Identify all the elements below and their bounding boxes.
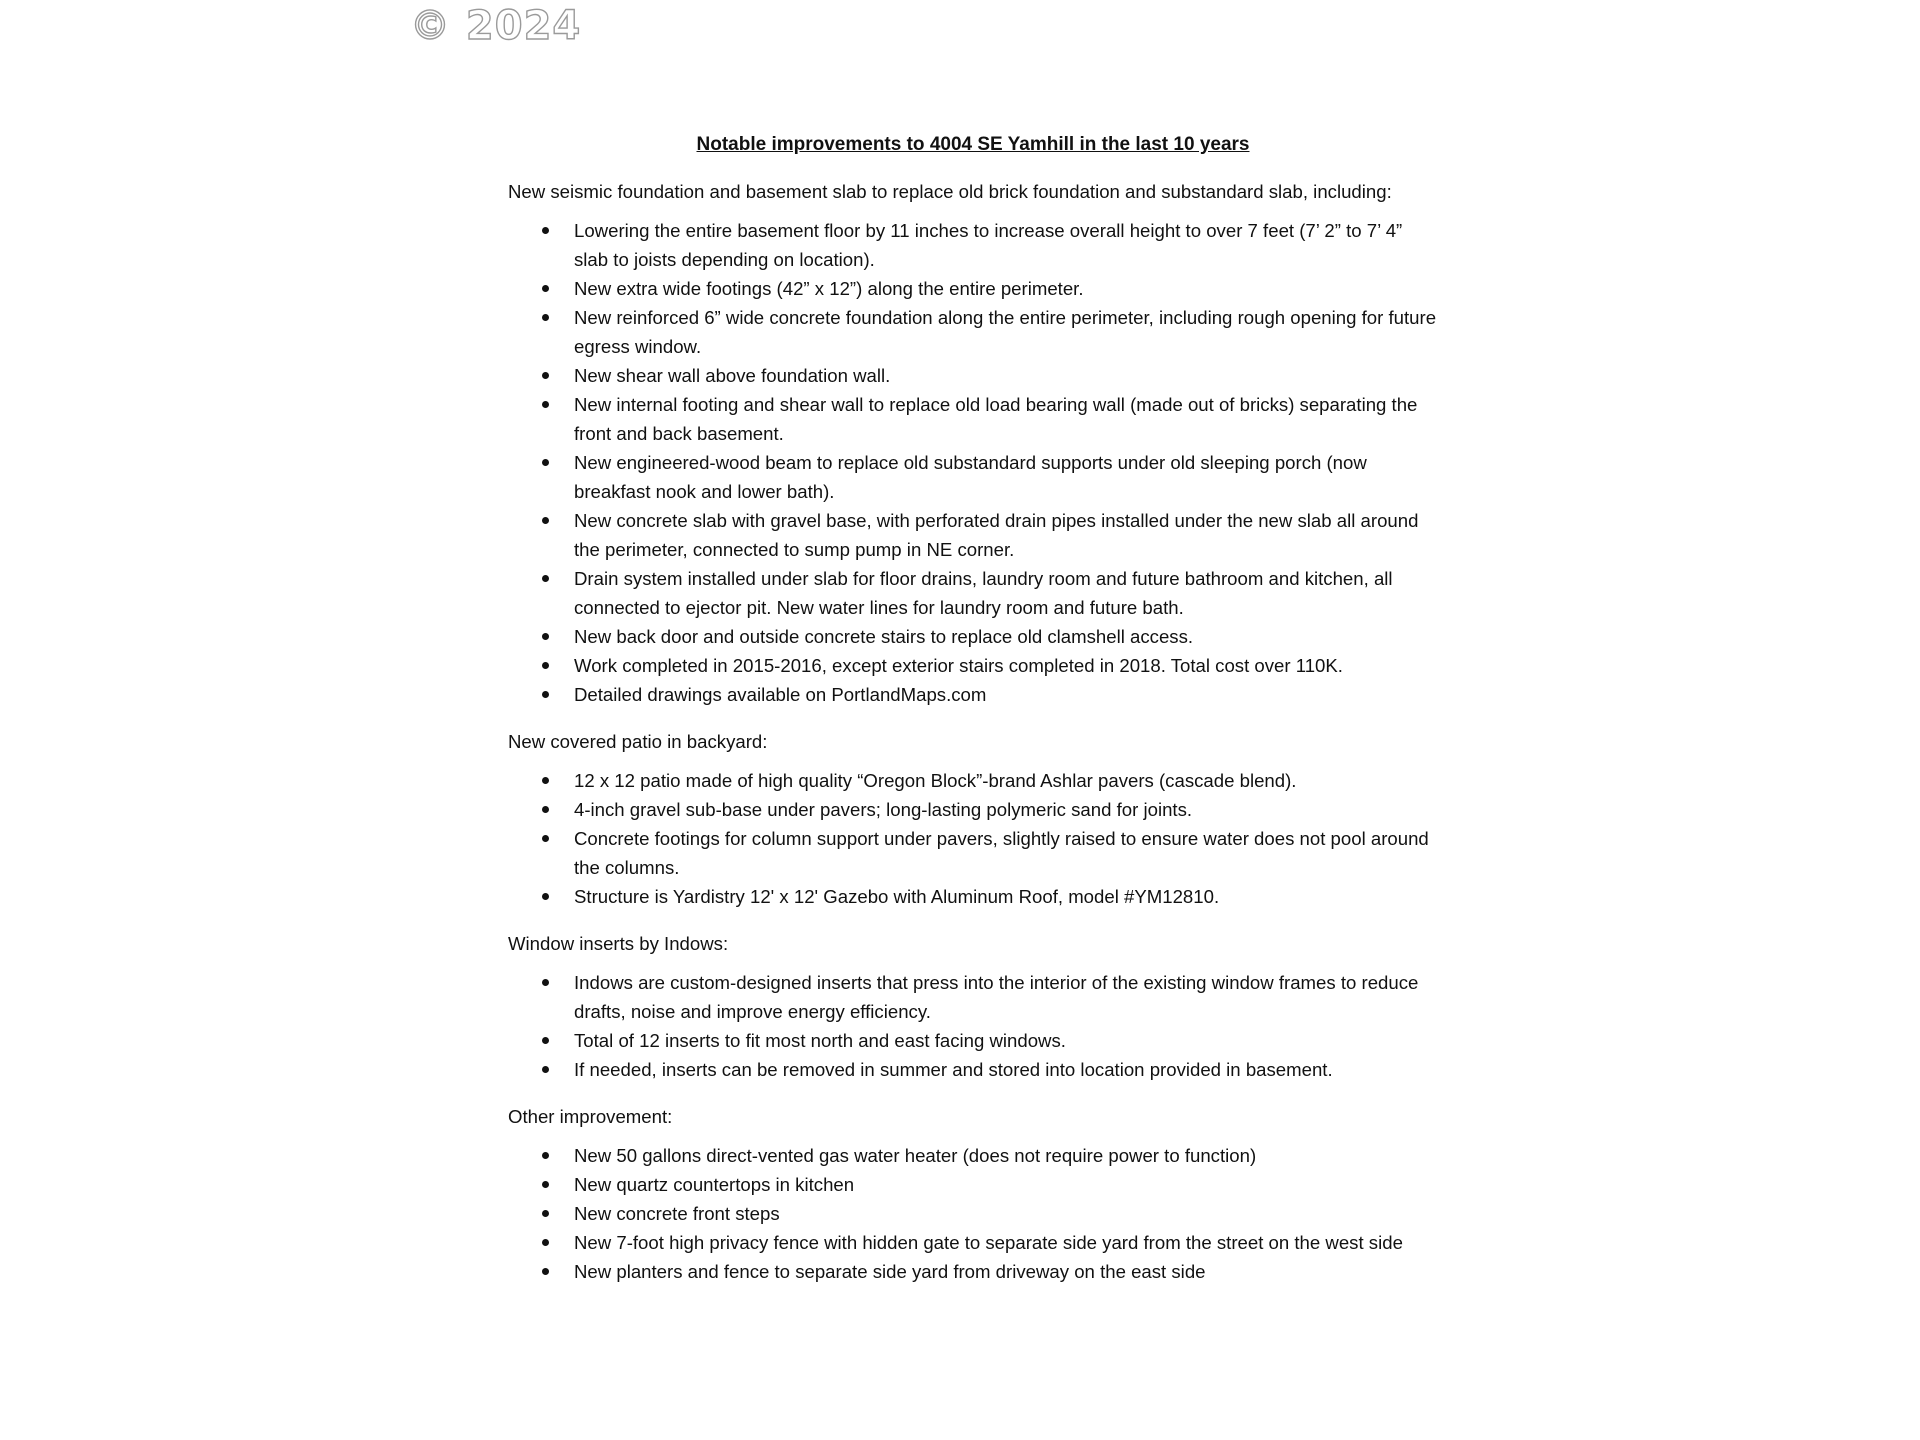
list-item bbox=[508, 882, 1438, 911]
list-item-text: Work completed in 2015-2016, except exterior stairs completed in 2018. Total cost over 110K. bbox=[574, 655, 1343, 676]
list-item-text: New shear wall above foundation wall. bbox=[574, 365, 891, 386]
list-item bbox=[508, 968, 1438, 1026]
list-item-text: New planters and fence to separate side yard from driveway on the east side bbox=[574, 1261, 1206, 1282]
bullet-icon bbox=[542, 1268, 549, 1275]
list-item-text: New extra wide footings (42” x 12”) along the entire perimeter. bbox=[574, 278, 1084, 299]
list-item-text: Drain system installed under slab for floor drains, laundry room and future bathroom and kitchen, all connected to ejector pit. New water lines for laundry room and future bath. bbox=[574, 568, 1393, 618]
list-item bbox=[508, 361, 1438, 390]
copyright-watermark: © 2024 bbox=[410, 3, 582, 49]
list-item bbox=[508, 448, 1438, 506]
list-item-text: New internal footing and shear wall to replace old load bearing wall (made out of bricks) separating the front and back basement. bbox=[574, 394, 1418, 444]
list-item bbox=[508, 303, 1438, 361]
list-item-text: Lowering the entire basement floor by 11 inches to increase overall height to over 7 feet (7’ 2” to 7’ 4” slab to joists depending on location). bbox=[574, 220, 1403, 270]
list-item bbox=[508, 1228, 1438, 1257]
bullet-icon bbox=[542, 575, 549, 582]
list-item bbox=[508, 651, 1438, 680]
list-item bbox=[508, 506, 1438, 564]
list-item-text: 12 x 12 patio made of high quality “Oregon Block”-brand Ashlar pavers (cascade blend). bbox=[574, 770, 1297, 791]
section-heading: New covered patio in backyard: bbox=[508, 731, 768, 752]
section-heading: New seismic foundation and basement slab to replace old brick foundation and substandard slab, including: bbox=[508, 181, 1392, 202]
list-item bbox=[508, 766, 1438, 795]
list-item bbox=[508, 1055, 1438, 1084]
list-item bbox=[508, 1026, 1438, 1055]
bullet-icon bbox=[542, 1037, 549, 1044]
document-body bbox=[508, 177, 1438, 1286]
section-heading: Window inserts by Indows: bbox=[508, 933, 729, 954]
bullet-icon bbox=[542, 1152, 549, 1159]
bullet-icon bbox=[542, 662, 549, 669]
bullet-icon bbox=[542, 1066, 549, 1073]
list-item-text: New 50 gallons direct-vented gas water heater (does not require power to function) bbox=[574, 1145, 1257, 1166]
list-item-text: New engineered-wood beam to replace old substandard supports under old sleeping porch (now breakfast nook and lower bath). bbox=[574, 452, 1367, 502]
bullet-icon bbox=[542, 691, 549, 698]
list-item-text: New concrete front steps bbox=[574, 1203, 780, 1224]
list-item bbox=[508, 1199, 1438, 1228]
list-item-text: If needed, inserts can be removed in summer and stored into location provided in basement. bbox=[574, 1059, 1333, 1080]
bullet-list bbox=[508, 968, 1438, 1084]
list-item-text: Structure is Yardistry 12' x 12' Gazebo with Aluminum Roof, model #YM12810. bbox=[574, 886, 1220, 907]
list-item bbox=[508, 1141, 1438, 1170]
bullet-icon bbox=[542, 372, 549, 379]
list-item bbox=[508, 216, 1438, 274]
bullet-icon bbox=[542, 459, 549, 466]
section-heading: Other improvement: bbox=[508, 1106, 673, 1127]
bullet-icon bbox=[542, 893, 549, 900]
list-item-text: New 7-foot high privacy fence with hidden gate to separate side yard from the street on the west side bbox=[574, 1232, 1403, 1253]
bullet-list bbox=[508, 216, 1438, 709]
list-item bbox=[508, 680, 1438, 709]
bullet-icon bbox=[542, 401, 549, 408]
bullet-list bbox=[508, 1141, 1438, 1286]
document-page bbox=[508, 130, 1438, 1304]
list-item bbox=[508, 824, 1438, 882]
list-item-text: New reinforced 6” wide concrete foundation along the entire perimeter, including rough opening for future egress window. bbox=[574, 307, 1437, 357]
bullet-icon bbox=[542, 517, 549, 524]
list-item-text: New quartz countertops in kitchen bbox=[574, 1174, 855, 1195]
bullet-icon bbox=[542, 835, 549, 842]
list-item bbox=[508, 622, 1438, 651]
document-title: Notable improvements to 4004 SE Yamhill in the last 10 years bbox=[696, 134, 1250, 155]
list-item bbox=[508, 390, 1438, 448]
list-item-text: 4-inch gravel sub-base under pavers; long-lasting polymeric sand for joints. bbox=[574, 799, 1193, 820]
list-item-text: Total of 12 inserts to fit most north and east facing windows. bbox=[574, 1030, 1066, 1051]
list-item-text: Detailed drawings available on PortlandMaps.com bbox=[574, 684, 987, 705]
bullet-icon bbox=[542, 777, 549, 784]
bullet-icon bbox=[542, 314, 549, 321]
bullet-icon bbox=[542, 633, 549, 640]
bullet-icon bbox=[542, 1210, 549, 1217]
list-item bbox=[508, 795, 1438, 824]
list-item bbox=[508, 274, 1438, 303]
bullet-icon bbox=[542, 806, 549, 813]
bullet-icon bbox=[542, 1239, 549, 1246]
list-item-text: New back door and outside concrete stairs to replace old clamshell access. bbox=[574, 626, 1194, 647]
bullet-icon bbox=[542, 227, 549, 234]
list-item bbox=[508, 1257, 1438, 1286]
list-item-text: New concrete slab with gravel base, with perforated drain pipes installed under the new slab all around the perimeter, connected to sump pump in NE corner. bbox=[574, 510, 1419, 560]
list-item-text: Indows are custom-designed inserts that press into the interior of the existing window frames to reduce drafts, noise and improve energy efficiency. bbox=[574, 972, 1419, 1022]
list-item-text: Concrete footings for column support under pavers, slightly raised to ensure water does not pool around the columns. bbox=[574, 828, 1429, 878]
bullet-icon bbox=[542, 285, 549, 292]
bullet-icon bbox=[542, 979, 549, 986]
bullet-list bbox=[508, 766, 1438, 911]
list-item bbox=[508, 1170, 1438, 1199]
bullet-icon bbox=[542, 1181, 549, 1188]
list-item bbox=[508, 564, 1438, 622]
